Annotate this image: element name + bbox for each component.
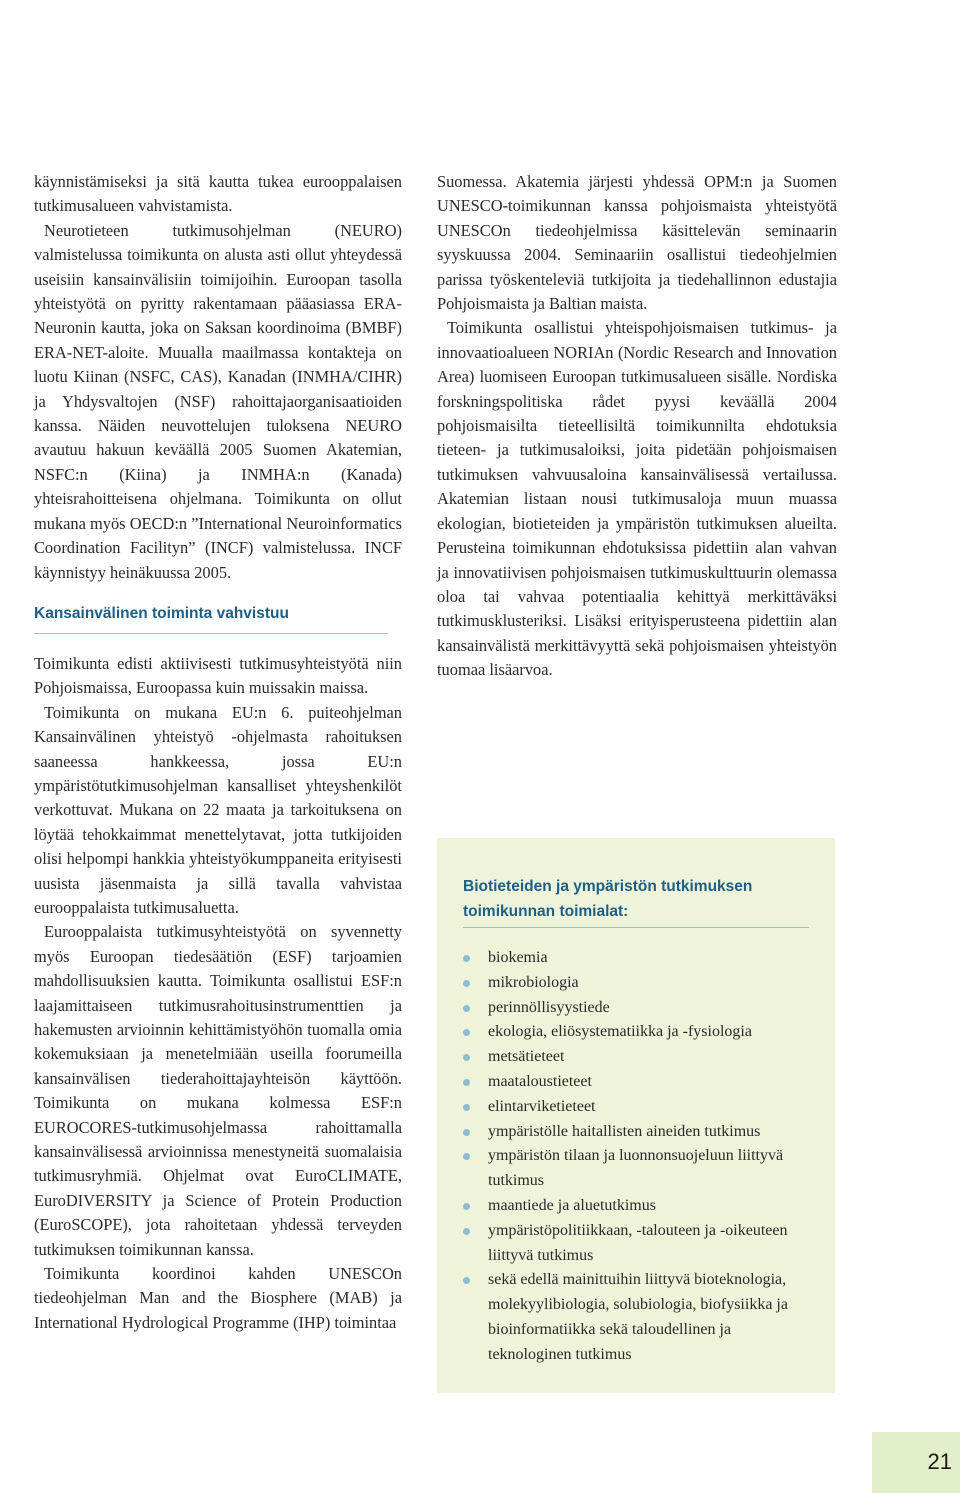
bullet-icon: [463, 1104, 470, 1111]
list-item: mikrobiologia: [463, 971, 813, 996]
list-item: perinnöllisyystiede: [463, 996, 813, 1021]
left-column: [34, 170, 402, 1335]
list-item: sekä edellä mainittuihin liittyvä bioteknologia, molekyylibiologia, solubiologia, biofysiikka ja bioinformatiikka sekä taloudellinen ja teknologinen tutkimus: [463, 1268, 813, 1367]
list-item: metsätieteet: [463, 1045, 813, 1070]
box-divider: [463, 927, 809, 928]
paragraph: Toimikunta osallistui yhteispohjoismaisen tutkimus- ja innovaatioalueen NORIAn (Nordic Research and Innovation Area) luomiseen Euroopan tutkimusalueen sisälle. Nordiska forskningspolitiska rådet pyysi keväällä 2004 pohjoismaisilta tieteellisiltä toimikunnilta ehdotuksia tieteen- ja tutkimusaloiksi, joita pidetään pohjoismaisen tutkimuksen vahvuusaloina kansainvälisessä vertailussa. Akatemian listaan nousi tutkimusaloja muun muassa ekologian, biotieteiden ja ympäristön tutkimuksen alueilta. Perusteina toimikunnan ehdotuksissa pidettiin alan vahvan ja innovatiivisen pohjoismaisen tutkimuskulttuurin olemassa oloa tai vahvaa potentiaalia kehittyä merkittäväksi tutkimusklusteriksi. Lisäksi erityisperusteena pidettiin alan kansainvälistä merkittävyyttä sekä pohjoismaisen yhteistyön tuomaa lisäarvoa.: [437, 318, 837, 680]
bullet-icon: [463, 1228, 470, 1235]
paragraph: Toimikunta koordinoi kahden UNESCOn tiedeohjelman Man and the Biosphere (MAB) ja International Hydrological Programme (IHP) toimintaa: [34, 1264, 402, 1332]
bullet-icon: [463, 1079, 470, 1086]
paragraph: Neurotieteen tutkimusohjelman (NEURO) valmistelussa toimikunta on alusta asti ollut yhteydessä useisiin kansainvälisiin toimijoihin. Euroopan tasolla yhteistyötä on pyritty rakentamaan pääasiassa ERA-Neuronin kautta, joka on Saksan koordinoima (BMBF) ERA-NET-aloite. Muualla maailmassa kontakteja on luotu Kiinan (NSFC, CAS), Kanadan (INMHA/CIHR) ja Yhdysvaltojen (NSF) rahoittajaorganisaatioiden kanssa. Näiden neuvottelujen tuloksena NEURO avautuu hakuun keväällä 2005 Suomen Akatemian, NSFC:n (Kiina) ja INMHA:n (Kanada) yhteisrahoitteisena ohjelmana. Toimikunta on ollut mukana myös OECD:n ”International Neuroinformatics Coordination Facilityn” (INCF) valmistelussa. INCF käynnistyy heinäkuussa 2005.: [34, 220, 402, 582]
bullet-icon: [463, 1277, 470, 1284]
bullet-icon: [463, 1005, 470, 1012]
right-column: [437, 170, 837, 683]
bullet-icon: [463, 1153, 470, 1160]
paragraph: Toimikunta on mukana EU:n 6. puiteohjelman Kansainvälinen yhteistyö -ohjelmasta rahoituksen saaneessa hankkeessa, jossa EU:n ympäristötutkimusohjelman kansalliset yhteyshenkilöt verkottuvat. Mukana on 22 maata ja tarkoituksena on löytää tehokkaimmat menettelytavat, jotta tutkijoiden olisi helpompi hankkia yhteistyökumppaneita erityisesti uusista jäsenmaista ja sillä tavalla vahvistaa eurooppalaista tutkimusaluetta.: [34, 702, 402, 917]
list-item: maataloustieteet: [463, 1070, 813, 1095]
list-item: ympäristölle haitallisten aineiden tutkimus: [463, 1120, 813, 1145]
bullet-icon: [463, 980, 470, 987]
list-item: biokemia: [463, 946, 813, 971]
paragraph: Eurooppalaista tutkimusyhteistyötä on syvennetty myös Euroopan tiedesäätiön (ESF) tarjoamien mahdollisuuksien kautta. Toimikunta osallistui ESF:n laajamittaiseen tutkimusrahoitusinstrumenttien ja hakemusten arvioinnin kehittämistyöhön tuomalla omia kokemuksiaan ja menetelmiään useilla foorumeilla kansainvälisen tiederahoittajayhteisön käyttöön. Toimikunta on mukana kolmessa ESF:n EUROCORES-tutkimusohjelmassa rahoittamalla kansainvälisessä arvioinnissa menestyneitä suomalaisia tutkimusryhmiä. Ohjelmat ovat EuroCLIMATE, EuroDIVERSITY ja Science of Protein Production (EuroSCOPE), jota rahoitetaan yhdessä terveyden tutkimuksen toimikunnan kanssa.: [34, 922, 402, 1259]
paragraph: Suomessa. Akatemia järjesti yhdessä OPM:n ja Suomen UNESCO-toimikunnan kanssa pohjoismaista yhteistyötä UNESCOn tiedeohjelmissa käsittelevän seminaarin syyskuussa 2004. Seminaariin osallistui tiedeohjelmien parissa työskenteleviä tutkijoita ja tiedehallinnon edustajia Pohjoismaista ja Baltian maista.: [437, 172, 837, 314]
list-item: ympäristöpolitiikkaan, -talouteen ja -oikeuteen liittyvä tutkimus: [463, 1219, 813, 1269]
list-item: maantiede ja aluetutkimus: [463, 1194, 813, 1219]
box-title: Biotieteiden ja ympäristön tutkimuksen toimikunnan toimialat:: [463, 878, 753, 920]
list-item: ekologia, eliösystematiikka ja -fysiologia: [463, 1020, 813, 1045]
heading-divider: [34, 633, 388, 634]
bullet-icon: [463, 1054, 470, 1061]
bullet-icon: [463, 1029, 470, 1036]
page-number-tab: [872, 1432, 960, 1493]
bullet-icon: [463, 1129, 470, 1136]
list-item: ympäristön tilaan ja luonnonsuojeluun liittyvä tutkimus: [463, 1144, 813, 1194]
bullet-icon: [463, 1203, 470, 1210]
bullet-icon: [463, 955, 470, 962]
paragraph: käynnistämiseksi ja sitä kautta tukea eurooppalaisen tutkimusalueen vahvistamista.: [34, 172, 402, 216]
section-heading: Kansainvälinen toiminta vahvistuu: [34, 604, 289, 622]
fields-sidebar-box: [437, 838, 835, 1393]
page-number: 21: [927, 1449, 952, 1474]
fields-list: [463, 946, 813, 1368]
paragraph: Toimikunta edisti aktiivisesti tutkimusyhteistyötä niin Pohjoismaissa, Euroopassa kuin muissakin maissa.: [34, 653, 402, 698]
list-item: elintarviketieteet: [463, 1095, 813, 1120]
